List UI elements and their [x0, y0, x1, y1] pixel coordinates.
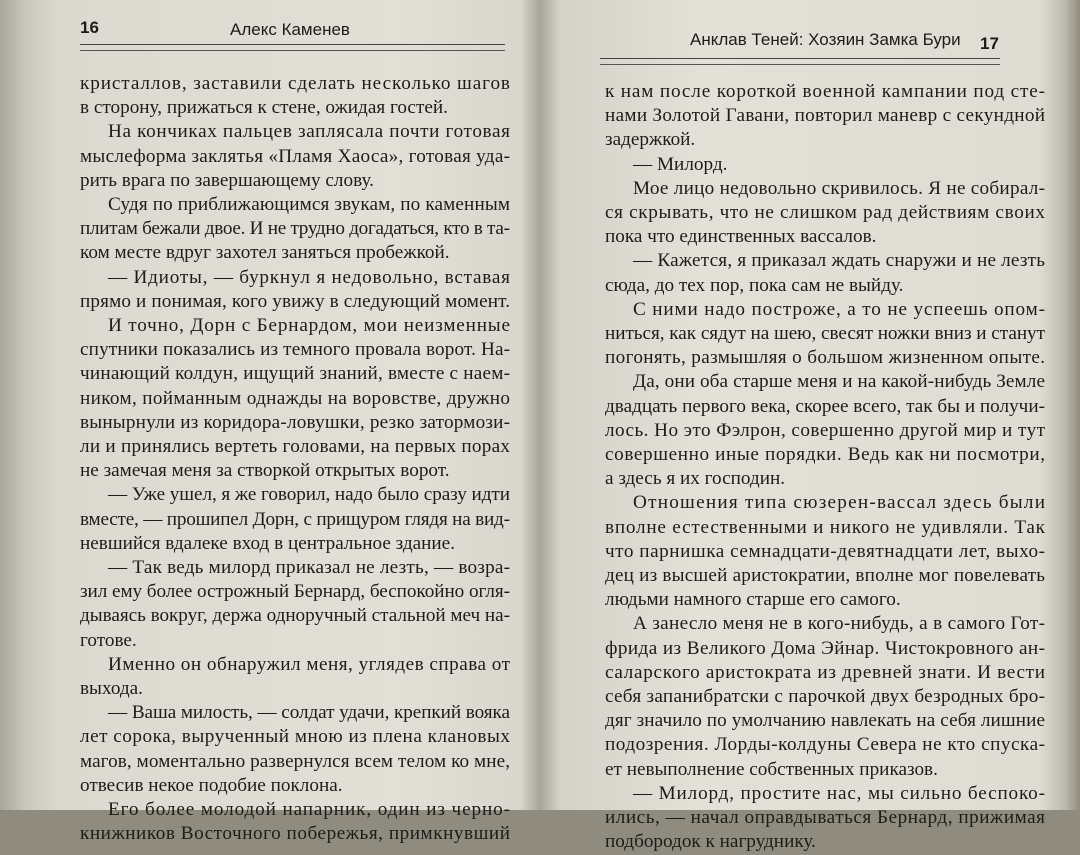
- left-running-head: Алекс Каменев: [230, 20, 350, 39]
- text-line: двадцать первого века, скорее всего, так бы и получи-: [605, 395, 1045, 417]
- text-line: ли и принялись вертеть головами, на первых порах: [80, 436, 511, 458]
- text-line: вполне естественными и никого не удивляли. Так: [605, 516, 1046, 538]
- text-line: фрида из Великого Дома Эйнар. Чистокровного ан-: [605, 637, 1046, 659]
- text-line: подбородок к нагруднику.: [605, 831, 816, 853]
- text-line: дяг значило по умолчанию навлекать на себя лишние: [605, 710, 1046, 732]
- text-line: лет сорока, вырученный мною из плена клановых: [80, 726, 511, 748]
- text-line: саларского аристократа из древней знати. И вести: [605, 661, 1046, 683]
- text-line: нами Золотой Гавани, повторил маневр с секундной: [605, 105, 1046, 127]
- text-line: кристаллов, заставили сделать несколько шагов: [80, 73, 511, 94]
- text-line: На кончиках пальцев заплясала почти готовая: [108, 121, 511, 143]
- text-line: — Милорд.: [633, 153, 728, 175]
- left-page: [20, 0, 520, 845]
- text-line: зил ему более острожный Бернард, беспокойно огля-: [80, 581, 510, 603]
- text-line: Судя по приближающимся звукам, по каменным: [108, 194, 511, 216]
- text-line: погонять, размышляя о большом жизненном опыте.: [605, 347, 1046, 369]
- text-line: к нам после короткой военной кампании под сте-: [605, 81, 1046, 102]
- text-line: ником, пойманным однажды на воровстве, дружно: [80, 387, 511, 409]
- right-page: [560, 0, 1060, 853]
- right-running-head: Анклав Теней: Хозяин Замка Бури: [690, 30, 961, 49]
- text-line: — Уже ушел, я же говорил, надо было сразу идти: [108, 484, 510, 506]
- text-line: Отношения типа сюзерен-вассал здесь были: [633, 492, 1047, 514]
- text-line: подозрения. Лорды-колдуны Севера не кто спуска-: [605, 734, 1046, 756]
- text-line: готове.: [80, 629, 137, 651]
- text-line: пока что единственных вассалов.: [605, 226, 877, 248]
- text-line: ились, — начал оправдываться Бернард, прижимая: [605, 807, 1046, 829]
- text-line: чинающий колдун, ищущий знаний, вместе с наем-: [80, 363, 511, 385]
- text-line: лось. Но это Фэлрон, совершенно другой мир и тут: [605, 419, 1046, 441]
- text-line: — Ваша милость, — солдат удачи, крепкий вояка: [108, 702, 510, 724]
- left-body-text: [80, 72, 510, 847]
- text-line: мыслеформа заклятья «Пламя Хаоса», готовая уда-: [80, 145, 511, 167]
- text-line: — Милорд, простите нас, мы сильно беспоко-: [633, 782, 1046, 804]
- text-line: а здесь я их господин.: [605, 468, 786, 490]
- text-line: в сторону, прижаться к стене, ожидая гостей.: [80, 97, 448, 119]
- text-line: задержкой.: [605, 129, 696, 151]
- right-header-rule: [600, 58, 1000, 59]
- text-line: ниться, как сядут на шею, свесят ножки вниз и станут: [605, 323, 1045, 345]
- text-line: — Так ведь милорд приказал не лезть, — возра-: [108, 557, 511, 579]
- text-line: ся скрывать, что не слишком рад действиям своих: [605, 202, 1046, 224]
- text-line: — Идиоты, — буркнул я недовольно, вставая: [108, 266, 511, 288]
- right-header-rule-thin: [600, 64, 1000, 65]
- text-line: С ними надо построже, а то не успеешь опом-: [633, 298, 1046, 320]
- text-line: людьми намного старше его самого.: [605, 589, 901, 611]
- text-line: Именно он обнаружил меня, углядев справа от: [108, 653, 511, 675]
- text-line: совершенно иные порядки. Ведь как ни посмотри,: [605, 444, 1046, 466]
- text-line: плитам бежали двое. И не трудно догадаться, кто в та-: [80, 218, 510, 240]
- right-page-number: 17: [980, 34, 999, 53]
- text-line: дываясь вокруг, держа одноручный стальной меч на-: [80, 605, 510, 627]
- text-line: сюда, до тех пор, пока сам не выйду.: [605, 274, 904, 296]
- text-line: ет невыполнение собственных приказов.: [605, 758, 938, 780]
- text-line: А занесло меня не в кого-нибудь, а в самого Гот-: [633, 613, 1046, 635]
- text-line: дец из высшей аристократии, вполне мог повелевать: [605, 565, 1046, 587]
- text-line: прямо и понимая, кого увижу в следующий момент.: [80, 290, 511, 312]
- text-line: спутники показались из темного провала ворот. На-: [80, 339, 511, 361]
- text-line: Да, они оба старше меня и на какой-нибудь Земле: [633, 371, 1046, 393]
- text-line: ком месте вдруг захотел заняться пробежкой.: [80, 242, 450, 264]
- left-page-number: 16: [80, 18, 99, 37]
- left-header-rule: [80, 44, 505, 45]
- text-line: — Кажется, я приказал ждать снаружи и не лезть: [633, 250, 1046, 272]
- text-line: рить врага по завершающему слову.: [80, 169, 374, 191]
- text-line: книжников Восточного побережья, примкнувший: [80, 823, 511, 845]
- text-line: не замечая меня за створкой открытых ворот.: [80, 460, 450, 482]
- text-line: Мое лицо недовольно скривилось. Я не собирал-: [633, 177, 1046, 199]
- text-line: невшийся вдалеке вход в центральное здание.: [80, 532, 455, 554]
- text-line: выхода.: [80, 678, 143, 700]
- text-line: И точно, Дорн с Бернардом, мои неизменные: [108, 315, 511, 337]
- text-line: магов, моментально развернулся всем телом ко мне,: [80, 750, 511, 772]
- text-line: Его более молодой напарник, один из черно-: [108, 799, 511, 821]
- left-header-rule-thin: [80, 50, 505, 51]
- right-body-text: [605, 80, 1045, 855]
- text-line: вместе, — прошипел Дорн, с прищуром глядя на вид-: [80, 508, 510, 530]
- text-line: вынырнули из коридора-ловушки, резко затормози-: [80, 411, 511, 433]
- text-line: себя запанибратски с парочкой двух безродных бро-: [605, 686, 1046, 708]
- text-line: что парнишка семнадцати-девятнадцати лет, выхо-: [605, 540, 1046, 562]
- text-line: отвесив некое подобие поклона.: [80, 774, 343, 796]
